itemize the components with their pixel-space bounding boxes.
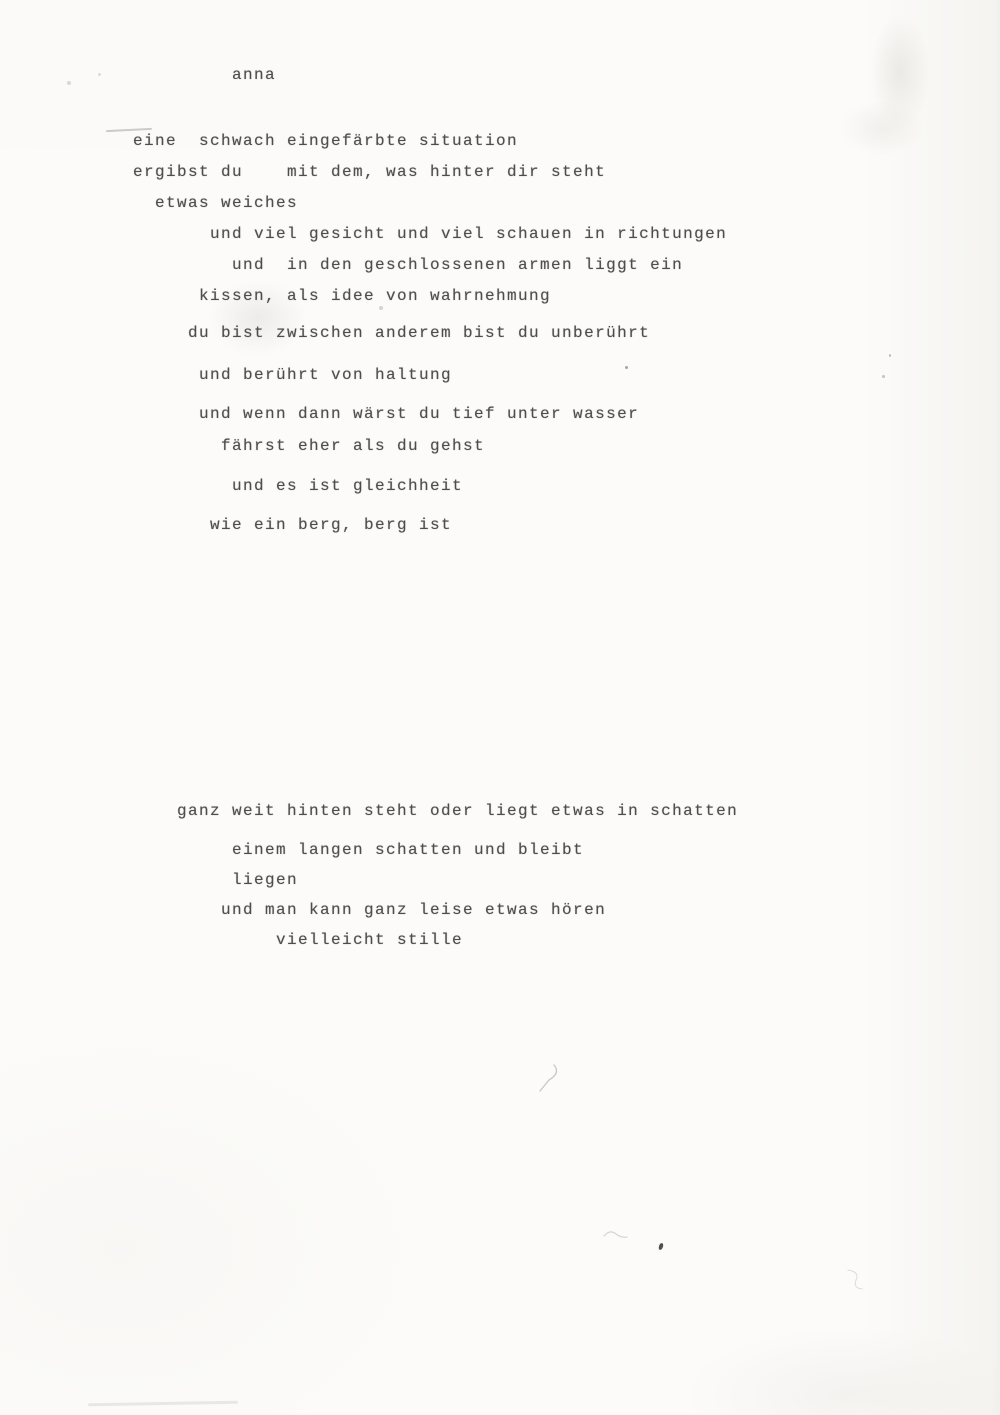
stanza-5 bbox=[133, 471, 463, 502]
paper-speck bbox=[882, 375, 885, 378]
stanza-1 bbox=[133, 126, 727, 312]
poem-line: und viel gesicht und viel schauen in richtungen bbox=[133, 225, 728, 243]
poem-line: ergibst du mit dem, was hinter dir steht bbox=[133, 163, 607, 181]
poem-line: du bist zwischen anderem bist du unberührt bbox=[133, 324, 651, 342]
poem-line: wie ein berg, berg ist bbox=[133, 516, 453, 534]
stanza-8 bbox=[133, 835, 606, 955]
paper-speck bbox=[98, 73, 101, 76]
stanza-4 bbox=[133, 398, 639, 462]
scratch-mark bbox=[536, 1062, 566, 1096]
scratch-mark bbox=[602, 1228, 630, 1246]
poem-title: anna bbox=[133, 66, 277, 84]
poem-line: etwas weiches bbox=[133, 194, 299, 212]
paper-speck bbox=[67, 81, 71, 85]
scan-edge-streak bbox=[88, 1401, 238, 1407]
poem-line: und man kann ganz leise etwas hören bbox=[133, 901, 607, 919]
paper-speck bbox=[625, 366, 628, 369]
poem-line: ganz weit hinten steht oder liegt etwas in schatten bbox=[133, 802, 739, 820]
poem-line: vielleicht stille bbox=[133, 931, 464, 949]
poem-line: eine schwach eingefärbte situation bbox=[133, 132, 519, 150]
stanza-6 bbox=[133, 510, 452, 541]
poem-line: einem langen schatten und bleibt bbox=[133, 841, 585, 859]
stanza-7 bbox=[133, 796, 738, 827]
poem-line: und berührt von haltung bbox=[133, 366, 453, 384]
poem-line: fährst eher als du gehst bbox=[133, 437, 486, 455]
poem-line: und in den geschlossenen armen liggt ein bbox=[133, 256, 684, 274]
scratch-mark bbox=[842, 1266, 868, 1292]
paper-speck bbox=[889, 354, 891, 357]
poem-line: kissen, als idee von wahrnehmung bbox=[133, 287, 552, 305]
poem-line: und es ist gleichheit bbox=[133, 477, 464, 495]
poem-line: und wenn dann wärst du tief unter wasser bbox=[133, 405, 640, 423]
poem-line: liegen bbox=[133, 871, 299, 889]
stanza-3 bbox=[133, 360, 452, 391]
ink-speck bbox=[658, 1243, 664, 1251]
stanza-2 bbox=[133, 318, 650, 349]
